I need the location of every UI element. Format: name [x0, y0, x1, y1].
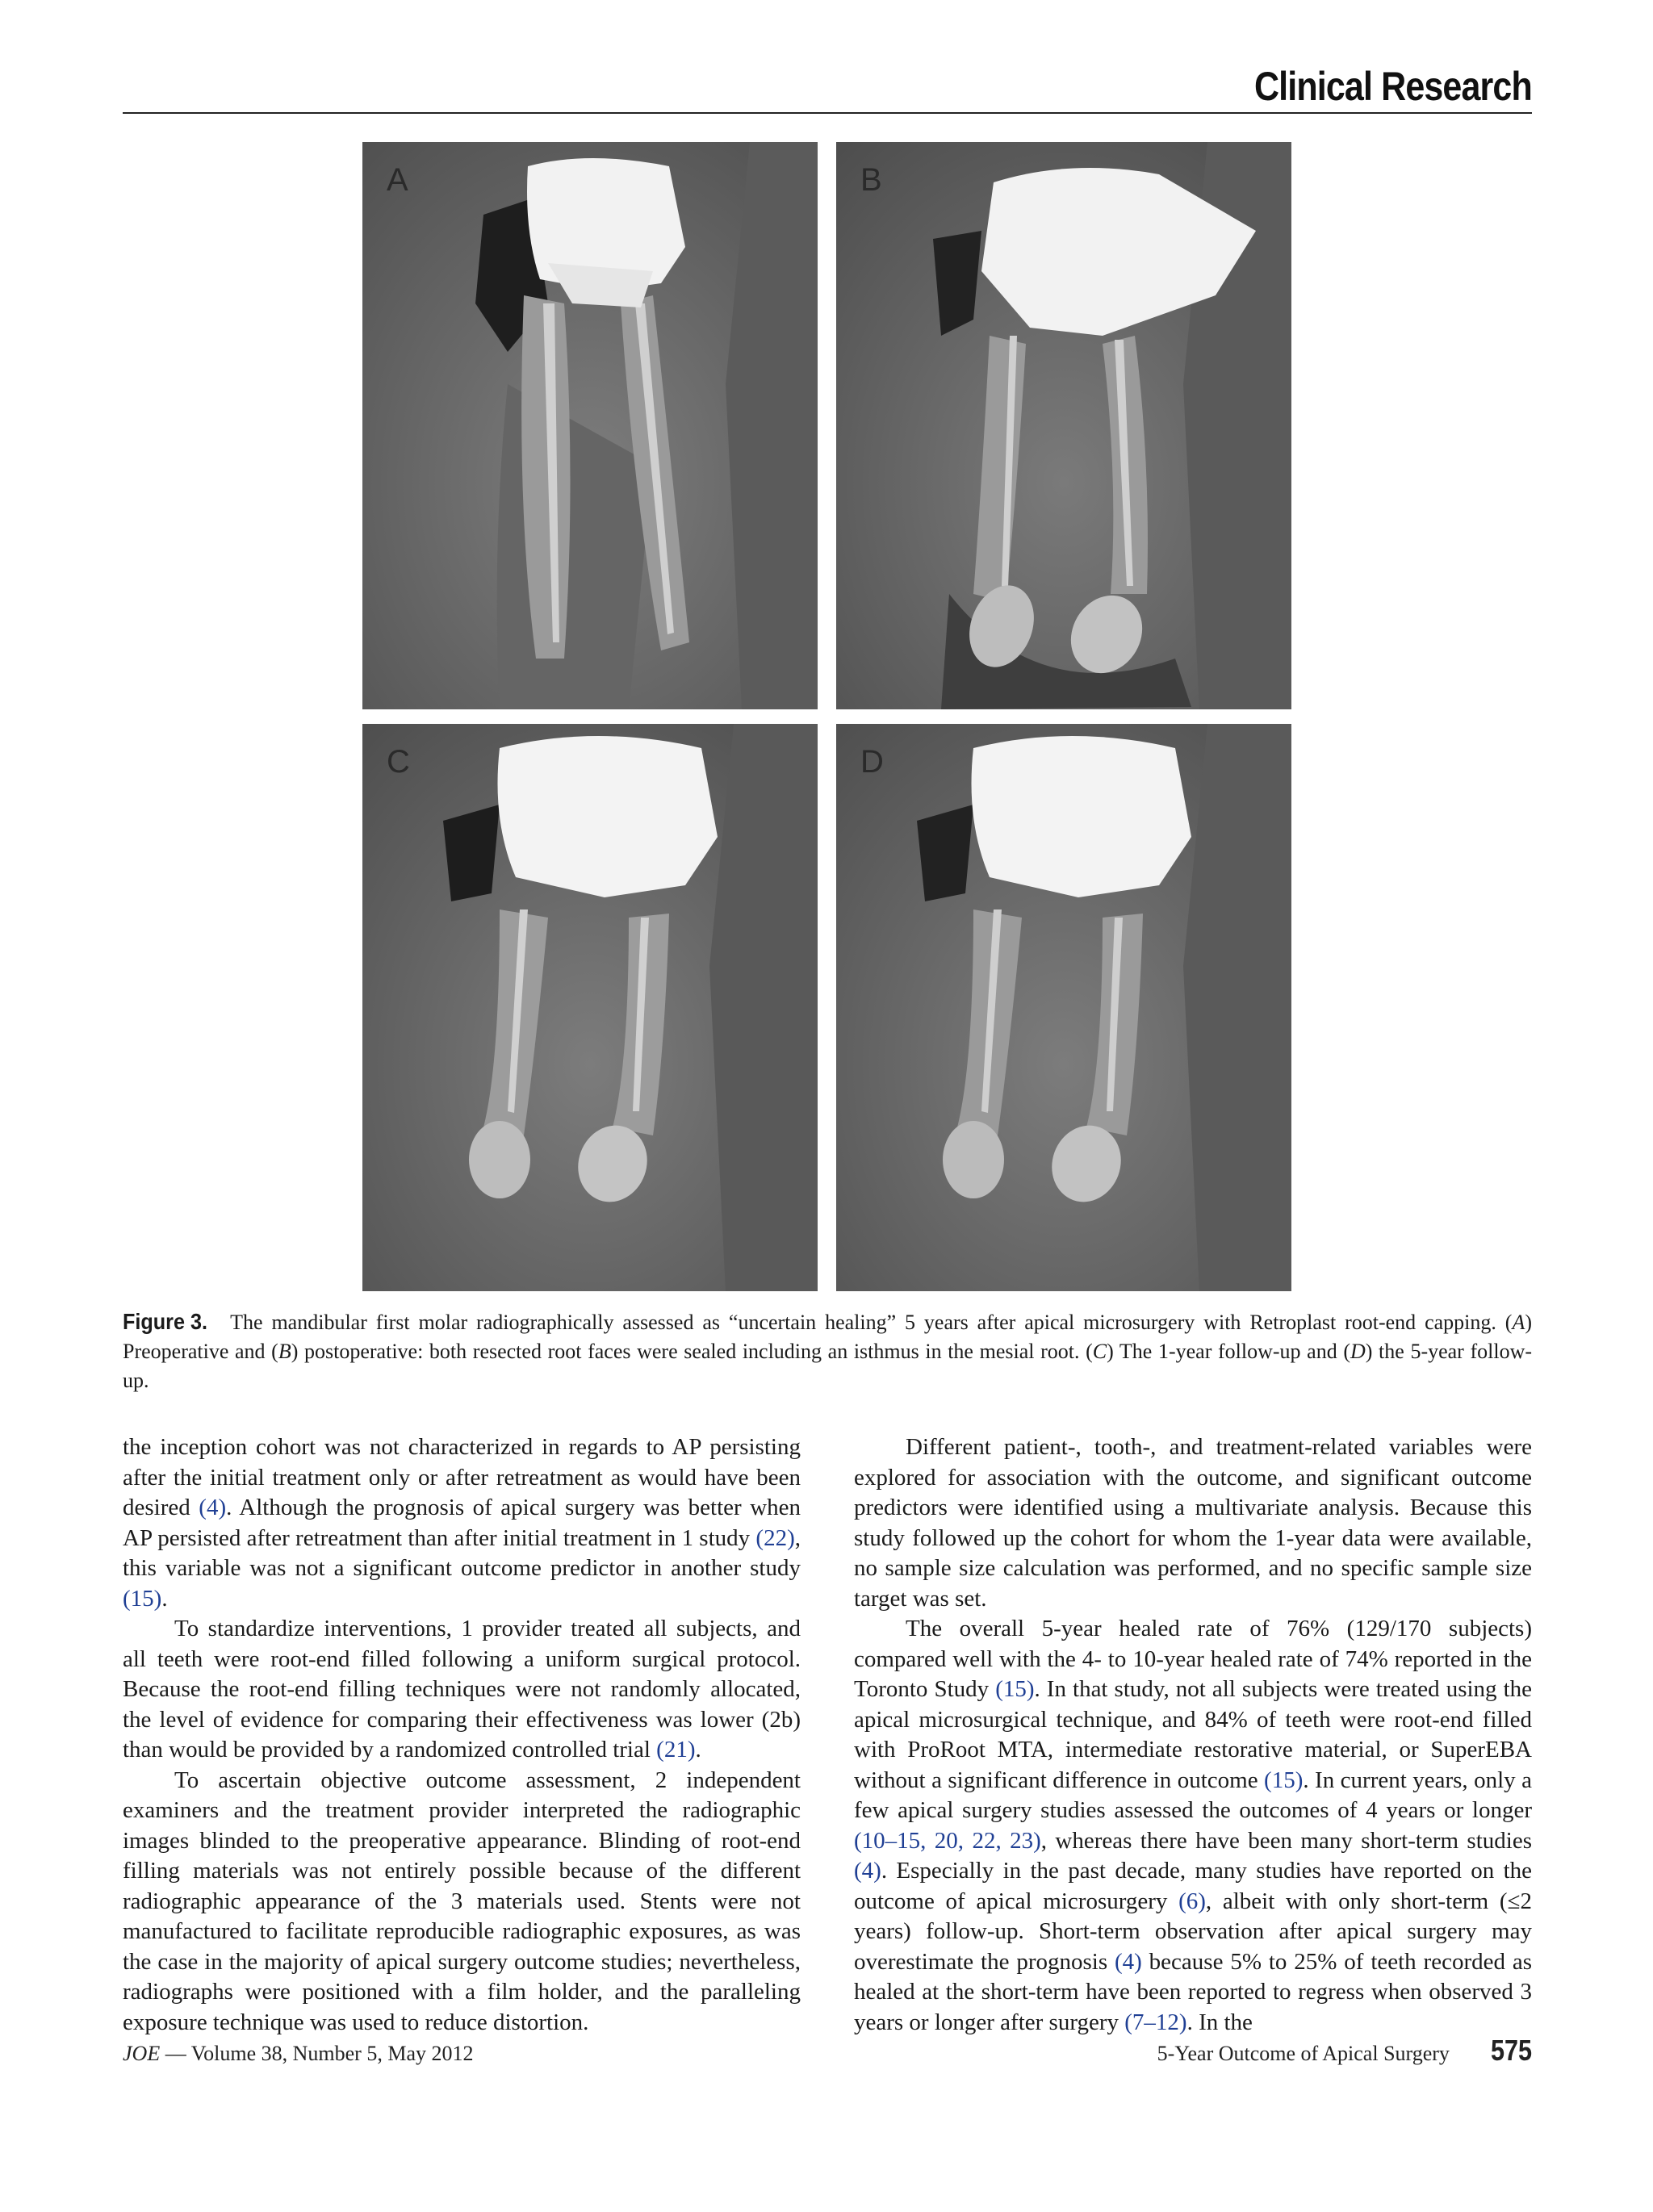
running-title: 5-Year Outcome of Apical Surgery: [1157, 2042, 1450, 2065]
paragraph-text: . In the: [1186, 2009, 1253, 2035]
paragraph-text: , whereas there have been many short-term studies: [1040, 1827, 1532, 1854]
paragraph: [123, 1614, 801, 1766]
panel-label-b: B: [860, 162, 882, 198]
paragraph-text: To standardize interventions, 1 provider treated all subjects, and all teeth were root-end filled following a uniform surgical protocol. Because the root-end filling techniques were not randomly allocated, the level of evidence for comparing their effectiveness was lower (2b) than would be provided by a randomized controlled trial: [123, 1616, 801, 1762]
paragraph-text: Different patient-, tooth-, and treatment-related variables were explored for association with the outcome, and significant outcome predictors were identified using a multivariate analysis. Because this study followed up the cohort for whom the 1-year data were available, no sample size calculation was performed, and no specific sample size target was set.: [854, 1434, 1532, 1612]
panel-label-c: C: [387, 744, 410, 780]
page-number: 575: [1490, 2034, 1532, 2067]
body-column-right: [854, 1432, 1532, 2038]
body-column-left: [123, 1432, 801, 2038]
paragraph-text: , this variable was not a significant outcome predictor in another study: [123, 1524, 801, 1581]
paragraph-text: .: [695, 1737, 701, 1762]
reference-link[interactable]: (6): [1178, 1888, 1206, 1914]
paragraph-text: the inception cohort was not characterized in regards to AP persisting after the initial treatment only or after retreatment as would have been desired: [123, 1434, 801, 1520]
reference-link[interactable]: (22): [755, 1524, 795, 1551]
footer-journal-info: [123, 2042, 474, 2066]
paragraph-text: . Especially in the past decade, many studies have reported on the outcome of apical microsurgery: [854, 1858, 1532, 1914]
paragraph-text: because 5% to 25% of teeth recorded as healed at the short-term have been reported to regress when observed 3 years or longer after surgery: [854, 1948, 1533, 2035]
paragraph-text: , albeit with only short-term (≤2 years) follow-up. Short-term observation after apical surgery may overestimate the prognosis: [854, 1888, 1532, 1975]
radiograph-image: [362, 142, 818, 709]
paragraph: [854, 1614, 1532, 2038]
reference-link[interactable]: (10–15, 20, 22, 23): [854, 1827, 1041, 1854]
paragraph-text: . In current years, only a few apical surgery studies assessed the outcomes of 4 years or longer: [854, 1767, 1533, 1823]
radiograph-image: [362, 724, 818, 1291]
reference-link[interactable]: (15): [123, 1585, 162, 1612]
paragraph: [123, 1432, 801, 1614]
journal-name: JOE: [123, 2042, 161, 2065]
header-rule: [123, 112, 1532, 114]
paragraph: [123, 1766, 801, 2038]
panel-label-d: D: [860, 744, 884, 780]
radiograph-panel-b: [836, 142, 1291, 709]
reference-link[interactable]: (4): [1114, 1948, 1142, 1975]
footer-running-title: [1157, 2034, 1532, 2068]
paragraph-text: . In that study, not all subjects were treated using the apical microsurgical technique, and 84% of teeth were root-end filled with ProRoot MTA, intermediate restorative material, or SuperEBA without a significant difference in outcome: [854, 1676, 1533, 1793]
paragraph: [854, 1432, 1532, 1614]
paragraph-text: To ascertain objective outcome assessment, 2 independent examiners and the treatment provider interpreted the radiographic images blinded to the preoperative appearance. Blinding of root-end filling materials was not entirely possible because of the different radiographic appearance of the 3 materials used. Stents were not manufactured to facilitate reproducible radiographic exposures, as was the case in the majority of apical surgery outcome studies; nevertheless, radiographs were positioned with a film holder, and the paralleling exposure technique was used to reduce distortion.: [123, 1767, 801, 2035]
radiograph-panel-c: [362, 724, 818, 1291]
figure-caption-label: Figure 3.: [123, 1309, 208, 1334]
radiograph-image: [836, 724, 1291, 1291]
paragraph-text: The overall 5-year healed rate of 76% (129/170 subjects) compared well with the 4- to 10-year healed rate of 74% reported in the Toronto Study: [854, 1616, 1532, 1702]
radiograph-image: [836, 142, 1291, 709]
radiograph-panel-d: [836, 724, 1291, 1291]
reference-link[interactable]: (21): [656, 1737, 696, 1762]
reference-link[interactable]: (4): [199, 1495, 227, 1520]
figure-caption: Figure 3. The mandibular first molar radiographically assessed as “uncertain healing” 5 years after apical microsurgery with Retroplast root-end capping. (A) Preoperative and (B) postoperative: both resected root faces were sealed including an isthmus in the mesial root. (C) The 1-year follow-up and (D) the 5-year follow-up.: [123, 1309, 1532, 1392]
reference-link[interactable]: (15): [1264, 1767, 1304, 1793]
panel-label-a: A: [387, 162, 408, 198]
reference-link[interactable]: (7–12): [1124, 2009, 1187, 2035]
paragraph-text: .: [161, 1585, 168, 1612]
journal-issue: — Volume 38, Number 5, May 2012: [160, 2042, 474, 2065]
paragraph-text: . Although the prognosis of apical surgery was better when AP persisted after retreatment than after initial treatment in 1 study: [123, 1495, 801, 1551]
reference-link[interactable]: (15): [995, 1676, 1035, 1702]
reference-link[interactable]: (4): [854, 1858, 881, 1884]
section-title: Clinical Research: [1254, 64, 1532, 109]
radiograph-panel-a: [362, 142, 818, 709]
